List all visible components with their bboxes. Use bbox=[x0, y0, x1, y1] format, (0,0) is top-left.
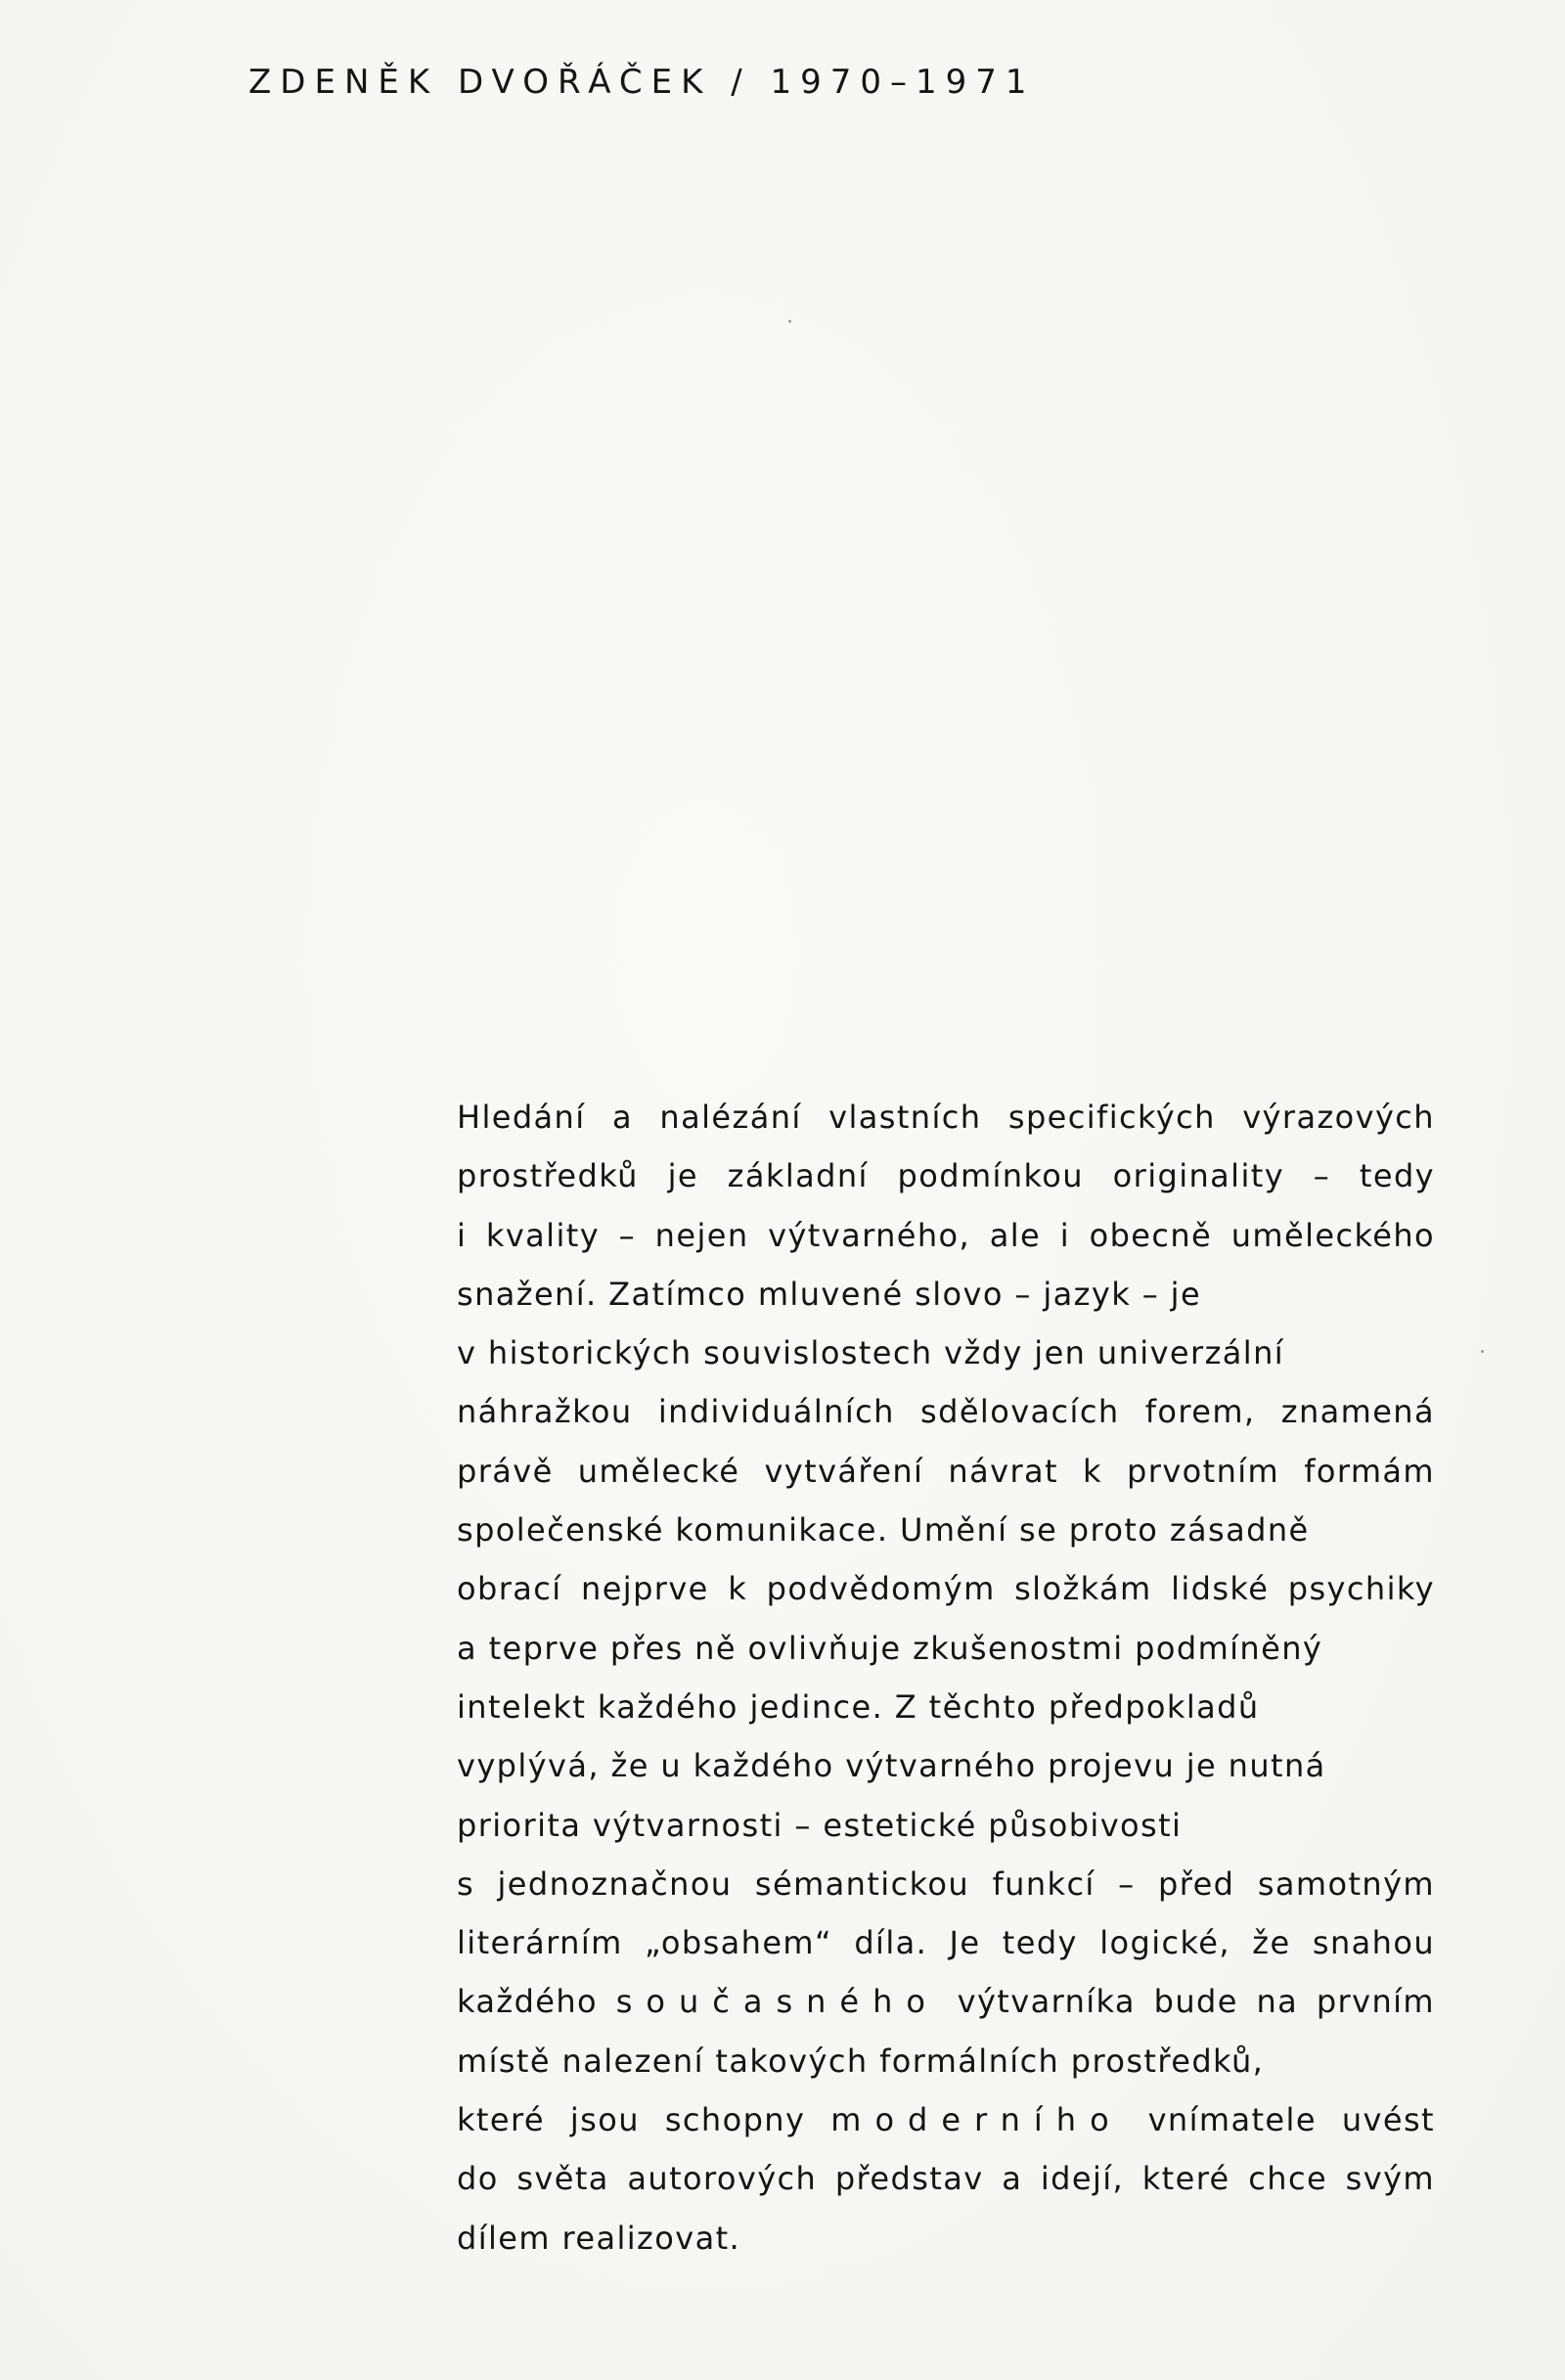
text-line bbox=[457, 1972, 1435, 2031]
paper-speck bbox=[788, 320, 791, 323]
text-line: vyplývá, že u každého výtvarného projevu je nutná bbox=[457, 1747, 1326, 1785]
text-segment: vnímatele uvést bbox=[1122, 2101, 1435, 2139]
text-line: priorita výtvarnosti – estetické působivosti bbox=[457, 1806, 1183, 1844]
paper-speck bbox=[1481, 1350, 1484, 1353]
text-line: do světa autorových představ a idejí, které chce svým bbox=[457, 2160, 1435, 2198]
text-line: Hledání a nalézání vlastních specifických výrazových bbox=[457, 1099, 1435, 1136]
text-line: náhražkou individuálních sdělovacích forem, znamená bbox=[457, 1393, 1435, 1431]
text-line bbox=[457, 2090, 1435, 2149]
text-line: i kvality – nejen výtvarného, ale i obecně uměleckého bbox=[457, 1216, 1435, 1254]
text-line: právě umělecké vytváření návrat k prvotním formám bbox=[457, 1452, 1435, 1490]
text-line: a teprve přes ně ovlivňuje zkušenostmi podmíněný bbox=[457, 1629, 1323, 1667]
text-line: v historických souvislostech vždy jen univerzální bbox=[457, 1334, 1285, 1372]
text-line: intelekt každého jedince. Z těchto předpokladů bbox=[457, 1687, 1260, 1726]
text-line: dílem realizovat. bbox=[457, 2219, 741, 2257]
essay-paragraph bbox=[457, 1088, 1435, 2268]
text-line: prostředků je základní podmínkou originality – tedy bbox=[457, 1157, 1435, 1195]
page-heading: ZDENĚK DVOŘÁČEK / 1970–1971 bbox=[248, 63, 1036, 102]
text-line: obrací nejprve k podvědomým složkám lidské psychiky bbox=[457, 1570, 1435, 1608]
text-line: literárním „obsahem“ díla. Je tedy logické, že snahou bbox=[457, 1924, 1435, 1962]
text-segment: každého bbox=[457, 1983, 616, 2021]
spaced-word: moderního bbox=[830, 2101, 1123, 2139]
spaced-word: současného bbox=[615, 1983, 939, 2021]
text-line: místě nalezení takových formálních prostředků, bbox=[457, 2042, 1265, 2080]
text-line: s jednoznačnou sémantickou funkcí – před samotným bbox=[457, 1864, 1435, 1903]
text-segment: které jsou schopny bbox=[457, 2101, 831, 2139]
text-line: snažení. Zatímco mluvené slovo – jazyk – je bbox=[457, 1275, 1202, 1313]
text-line: společenské komunikace. Umění se proto zásadně bbox=[457, 1511, 1310, 1549]
text-segment: výtvarníka bude na prvním bbox=[938, 1983, 1435, 2021]
